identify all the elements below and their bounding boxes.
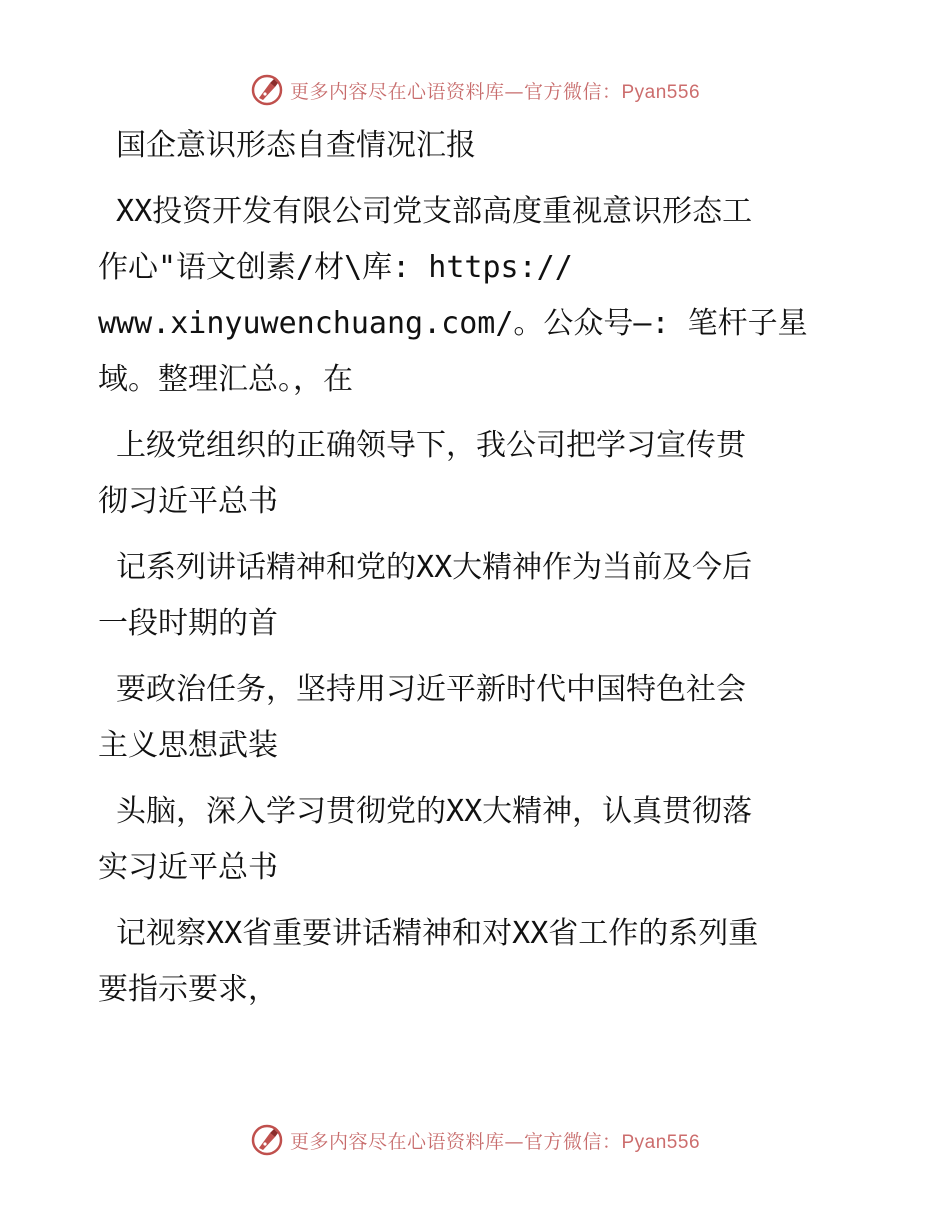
- document-body: [98, 118, 868, 1028]
- paragraph-6: [98, 906, 868, 1018]
- document-title: 国企意识形态自查情况汇报: [98, 128, 477, 163]
- header-wechat-id: Pyan556: [621, 81, 701, 103]
- footer-watermark-banner: [0, 1120, 950, 1160]
- paragraph-line: 头脑，深入学习贯彻党的XX大精神，认真贯彻落: [98, 794, 753, 829]
- paragraph-line: 上级党组织的正确领导下，我公司把学习宣传贯: [98, 428, 747, 463]
- paragraph-5: [98, 784, 868, 896]
- paragraph-4: [98, 662, 868, 774]
- paragraph-line: 一段时期的首: [98, 606, 278, 641]
- paragraph-line: XX投资开发有限公司党支部高度重视意识形态工: [98, 194, 753, 229]
- paragraph-line: 要政治任务，坚持用习近平新时代中国特色社会: [98, 672, 747, 707]
- paragraph-line: 域。整理汇总。，在: [98, 362, 353, 397]
- paragraph-line: 要指示要求，: [98, 972, 278, 1007]
- paragraph-2: [98, 418, 868, 530]
- paragraph-3: [98, 540, 868, 652]
- paragraph-line: www.xinyuwenchuang.com/。公众号—: 笔杆子星: [98, 306, 808, 341]
- footer-wechat-id: Pyan556: [621, 1131, 701, 1153]
- header-watermark-banner: [0, 70, 950, 110]
- paragraph-line: 实习近平总书: [98, 850, 278, 885]
- pen-nib-logo-icon: [250, 1123, 284, 1157]
- paragraph-line: 主义思想武装: [98, 728, 278, 763]
- footer-watermark-text: 更多内容尽在心语资料库—官方微信：Pyan556: [289, 1130, 701, 1153]
- header-watermark-text: 更多内容尽在心语资料库—官方微信：Pyan556: [289, 80, 701, 103]
- pen-nib-logo-icon: [250, 73, 284, 107]
- paragraph-line: 记系列讲话精神和党的XX大精神作为当前及今后: [98, 550, 753, 585]
- paragraph-line: 记视察XX省重要讲话精神和对XX省工作的系列重: [98, 916, 759, 951]
- paragraph-1: [98, 184, 868, 408]
- paragraph-line: 彻习近平总书: [98, 484, 278, 519]
- paragraph-line: 作心"语文创素/材\库: https://: [98, 250, 573, 285]
